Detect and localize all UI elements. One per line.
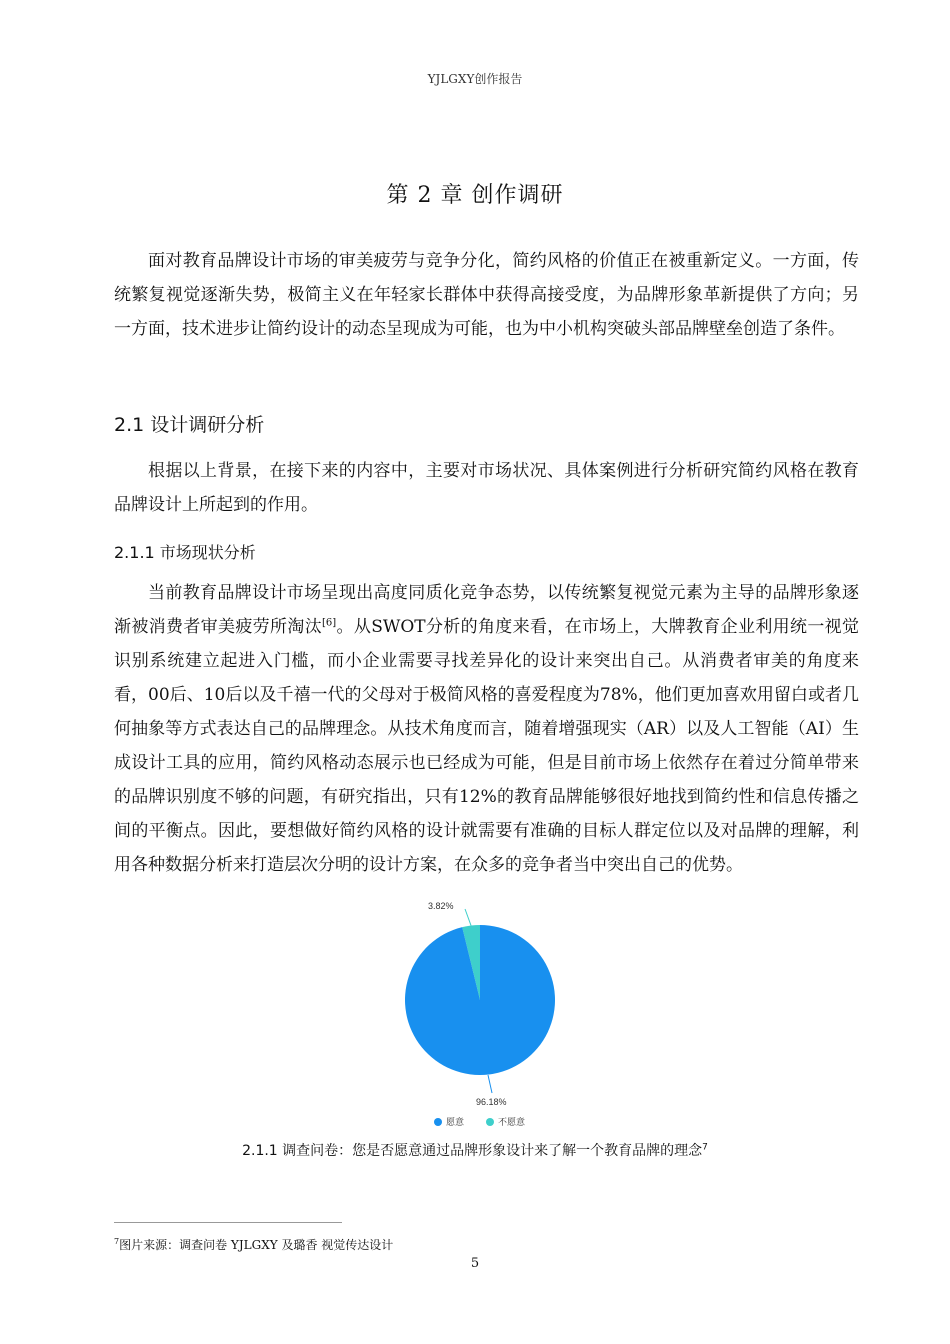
footnote-divider: [114, 1222, 342, 1223]
pie-label-small: 3.82%: [428, 901, 454, 911]
market-text-b: 。从SWOT分析的角度来看，在市场上，大牌教育企业利用统一视觉识别系统建立起进入门槛，而小企业需要寻找差异化的设计来突出自己。从消费者审美的角度来看，00后、10后以及千禧一代的父母对于极简风格的喜爱程度为78%，他们更加喜欢用留白或者几何抽象等方式表达自己的品牌理念。从技术角度而言，随着增强现实（AR）以及人工智能（AI）生成设计工具的应用，简约风格动态展示也已经成为可能，但是目前市场上依然存在着过分简单带来的品牌识别度不够的问题，有研究指出，只有12%的教育品牌能够很好地找到简约性和信息传播之间的平衡点。因此，要想做好简约风格的设计就需要有准确的目标人群定位以及对品牌的理解，利用各种数据分析来打造层次分明的设计方案，在众多的竞争者当中突出自己的优势。: [114, 617, 859, 875]
pie-label-large: 96.18%: [476, 1097, 507, 1107]
footnote-mark: 7: [114, 1237, 120, 1246]
legend-dot-unwilling: [486, 1118, 494, 1126]
legend-dot-willing: [434, 1118, 442, 1126]
section-paragraph: 根据以上背景，在接下来的内容中，主要对市场状况、具体案例进行分析研究简约风格在教育品牌设计上所起到的作用。: [114, 461, 859, 515]
section-heading: 2.1 设计调研分析: [114, 414, 265, 436]
legend-label-willing: 愿意: [446, 1117, 465, 1127]
leader-line-large: [488, 1075, 492, 1093]
subsection-heading: 2.1.1 市场现状分析: [114, 543, 256, 562]
figure-caption: [0, 1140, 950, 1160]
chapter-title: 第 2 章 创作调研: [386, 183, 564, 208]
intro-paragraph: 面对教育品牌设计市场的审美疲劳与竞争分化，简约风格的价值正在被重新定义。一方面，传统繁复视觉逐渐失势，极简主义在年轻家长群体中获得高接受度，为品牌形象革新提供了方向；另一方面，技术进步让简约设计的动态呈现成为可能，也为中小机构突破头部品牌壁垒创造了条件。: [114, 251, 859, 339]
market-paragraph: [114, 576, 859, 882]
survey-pie-chart: [380, 895, 580, 1135]
caption-footnote-mark: 7: [702, 1142, 708, 1153]
leader-line-small: [465, 909, 471, 926]
citation-ref: [6]: [322, 617, 337, 629]
market-text-a: 当前教育品牌设计市场呈现出高度同质化竞争态势，以传统繁复视觉元素为主导的品牌形象逐渐被消费者审美疲劳所淘汰: [114, 583, 859, 637]
page-number: 5: [470, 1256, 480, 1271]
footnote-text: 图片来源：调查问卷 YJLGXY 及璐香 视觉传达设计: [119, 1238, 394, 1252]
caption-text: 2.1.1 调查问卷：您是否愿意通过品牌形象设计来了解一个教育品牌的理念: [242, 1143, 703, 1159]
footnote: [114, 1236, 393, 1253]
page-header: YJLGXY创作报告: [427, 72, 523, 86]
legend-label-unwilling: 不愿意: [498, 1117, 526, 1127]
pie-slice-willing: [405, 925, 555, 1075]
